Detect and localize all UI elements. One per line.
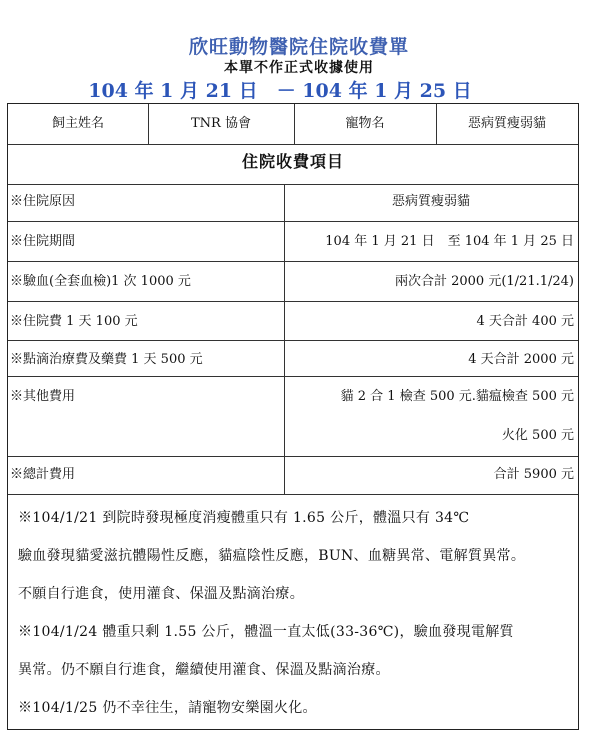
divider: [8, 376, 578, 377]
item-value-period: 104 年 1 月 21 日 至 104 年 1 月 25 日: [325, 234, 574, 249]
divider: [8, 494, 578, 495]
pet-label: 寵物名: [345, 116, 385, 131]
section-title: 住院收費項目: [241, 152, 344, 171]
receipt-disclaimer: 本單不作正式收據使用: [224, 60, 374, 76]
item-value-stay-fee: 4 天合計 400 元: [476, 314, 574, 329]
divider: [8, 184, 578, 185]
divider: [8, 261, 578, 262]
item-label-reason: ※住院原因: [10, 194, 76, 209]
owner-value: TNR 協會: [191, 116, 251, 131]
item-value-bloodtest: 兩次合計 2000 元(1/21.1/24): [394, 274, 574, 289]
item-label-bloodtest: ※驗血(全套血檢)1 次 1000 元: [10, 274, 191, 289]
divider: [8, 221, 578, 222]
item-label-stay-fee: ※住院費 1 天 100 元: [10, 314, 138, 329]
note-line: ※104/1/25 仍不幸往生，請寵物安樂園火化。: [18, 700, 317, 716]
item-value-iv-fee: 4 天合計 2000 元: [468, 352, 574, 367]
item-label-iv-fee: ※點滴治療費及藥費 1 天 500 元: [10, 352, 203, 367]
clinic-title: 欣旺動物醫院住院收費單: [188, 36, 409, 58]
item-value-reason: 惡病質瘦弱貓: [391, 194, 470, 209]
item-label-total: ※總計費用: [10, 467, 76, 482]
note-line: 不願自行進食，使用灌食、保溫及點滴治療。: [18, 586, 304, 602]
divider: [8, 144, 578, 145]
item-value-other: 貓 2 合 1 檢查 500 元.貓瘟檢查 500 元: [340, 389, 574, 404]
item-value-cremation: 火化 500 元: [501, 428, 574, 443]
divider: [284, 184, 285, 494]
item-value-total: 合計 5900 元: [493, 467, 574, 482]
billing-table: [7, 103, 579, 730]
divider: [8, 301, 578, 302]
divider: [8, 340, 578, 341]
note-line: ※104/1/24 體重只剩 1.55 公斤，體溫一直太低(33-36℃)，驗血發現電解質: [18, 624, 514, 640]
stay-date-range: 104 年 1 月 21 日 － 104 年 1 月 25 日: [88, 80, 472, 102]
pet-value: 惡病質瘦弱貓: [467, 116, 546, 131]
divider: [8, 456, 578, 457]
note-line: ※104/1/21 到院時發現極度消瘦體重只有 1.65 公斤，體溫只有 34℃: [18, 510, 470, 526]
owner-label: 飼主姓名: [51, 116, 104, 131]
note-line: 驗血發現貓愛滋抗體陽性反應，貓瘟陰性反應，BUN、血糖異常、電解質異常。: [18, 548, 526, 564]
note-line: 異常。仍不願自行進食，繼續使用灌食、保溫及點滴治療。: [18, 662, 390, 678]
item-label-period: ※住院期間: [10, 234, 76, 249]
item-label-other: ※其他費用: [10, 389, 76, 404]
